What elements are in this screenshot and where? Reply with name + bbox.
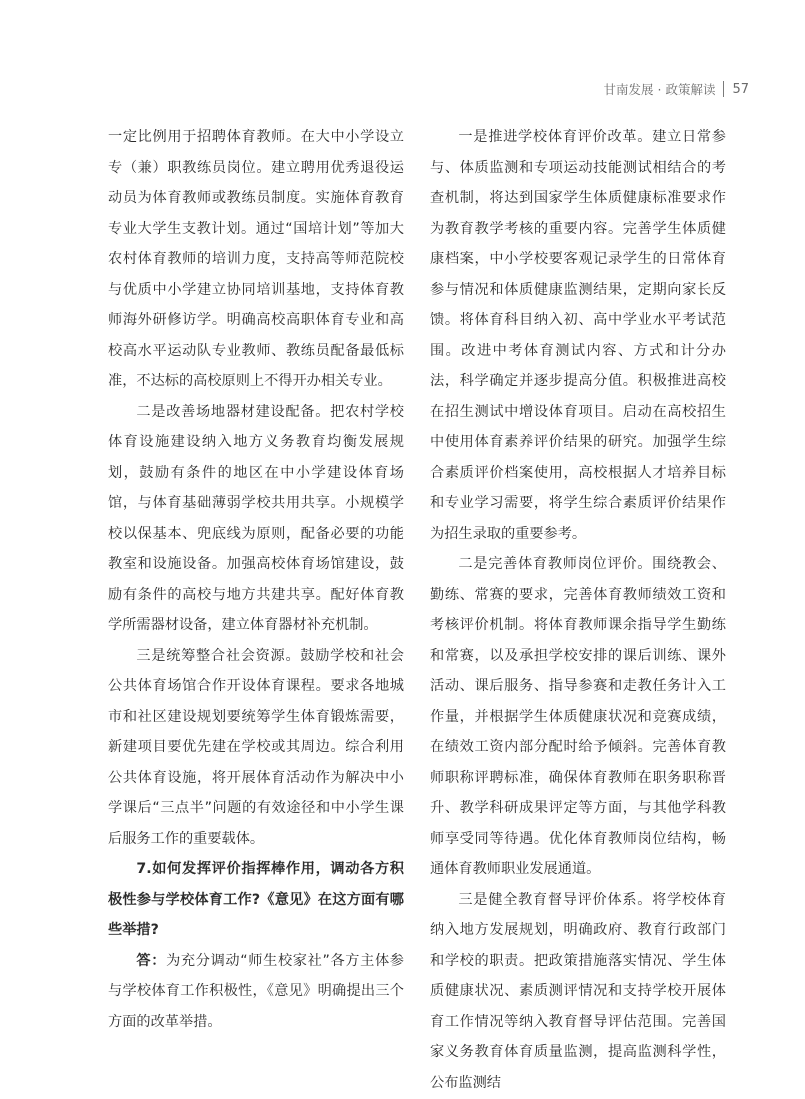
- right-column: [430, 122, 726, 1098]
- header-divider: [723, 81, 724, 97]
- paragraph: 一定比例用于招聘体育教师。在大中小学设立专（兼）职教练员岗位。建立聘用优秀退役运动员为体育教师或教练员制度。实施体育教育专业大学生支教计划。通过“国培计划”等加大农村体育教师的培训力度，支持高等师范院校与优质中小学建立协同培训基地，支持体育教师海外研修访学。明确高校高职体育专业和高校高水平运动队专业教师、教练员配备最低标准，不达标的高校原则上不得开办相关专业。: [108, 129, 404, 389]
- section-title: 甘南发展 · 政策解读: [603, 82, 716, 97]
- answer-paragraph: [108, 946, 404, 1038]
- paragraph: 二是完善体育教师岗位评价。围绕教会、勤练、常赛的要求，完善体育教师绩效工资和考核评价机制。将体育教师课余指导学生勤练和常赛，以及承担学校安排的课后训练、课外活动、课后服务、指导参赛和走教任务计入工作量，并根据学生体质健康状况和竞赛成绩，在绩效工资内部分配时给予倾斜。完善体育教师职称评聘标准，确保体育教师在职务职称晋升、教学科研成果评定等方面，与其他学科教师享受同等待遇。优化体育教师岗位结构，畅通体育教师职业发展通道。: [430, 556, 726, 877]
- answer-label: 答：: [136, 952, 167, 969]
- running-header: [604, 80, 749, 98]
- paragraph: 一是推进学校体育评价改革。建立日常参与、体质监测和专项运动技能测试相结合的考查机制，将达到国家学生体质健康标准要求作为教育教学考核的重要内容。完善学生体质健康档案，中小学校要客观记录学生的日常体育参与情况和体质健康监测结果，定期向家长反馈。将体育科目纳入初、高中学业水平考试范围。改进中考体育测试内容、方式和计分办法，科学确定并逐步提高分值。积极推进高校在招生测试中增设体育项目。启动在高校招生中使用体育素养评价结果的研究。加强学生综合素质评价档案使用，高校根据人才培养目标和专业学习需要，将学生综合素质评价结果作为招生录取的重要参考。: [430, 129, 726, 542]
- paragraph: 三是健全教育督导评价体系。将学校体育纳入地方发展规划，明确政府、教育行政部门和学校的职责。把政策措施落实情况、学生体质健康状况、素质测评情况和支持学校开展体育工作情况等纳入教育督导评估范围。完善国家义务教育体育质量监测，提高监测科学性，公布监测结: [430, 891, 726, 1091]
- paragraph: 二是改善场地器材建设配备。把农村学校体育设施建设纳入地方义务教育均衡发展规划，鼓励有条件的地区在中小学建设体育场馆，与体育基础薄弱学校共用共享。小规模学校以保基本、兜底线为原则，配备必要的功能教室和设施设备。加强高校体育场馆建设，鼓励有条件的高校与地方共建共享。配好体育教学所需器材设备，建立体育器材补充机制。: [108, 403, 404, 633]
- question-heading: 7.如何发挥评价指挥棒作用，调动各方积极性参与学校体育工作?《意见》在这方面有哪些举措?: [108, 861, 404, 938]
- answer-text: 为充分调动“师生校家社”各方主体参与学校体育工作积极性，《意见》明确提出三个方面的改革举措。: [108, 952, 404, 1030]
- page-number: 57: [732, 81, 749, 97]
- paragraph: 三是统筹整合社会资源。鼓励学校和社会公共体育场馆合作开设体育课程。要求各地城市和社区建设规划要统筹学生体育锻炼需要，新建项目要优先建在学校或其周边。综合利用公共体育设施，将开展体育活动作为解决中小学课后“三点半”问题的有效途径和中小学生课后服务工作的重要载体。: [108, 647, 404, 847]
- left-column: [108, 122, 404, 1037]
